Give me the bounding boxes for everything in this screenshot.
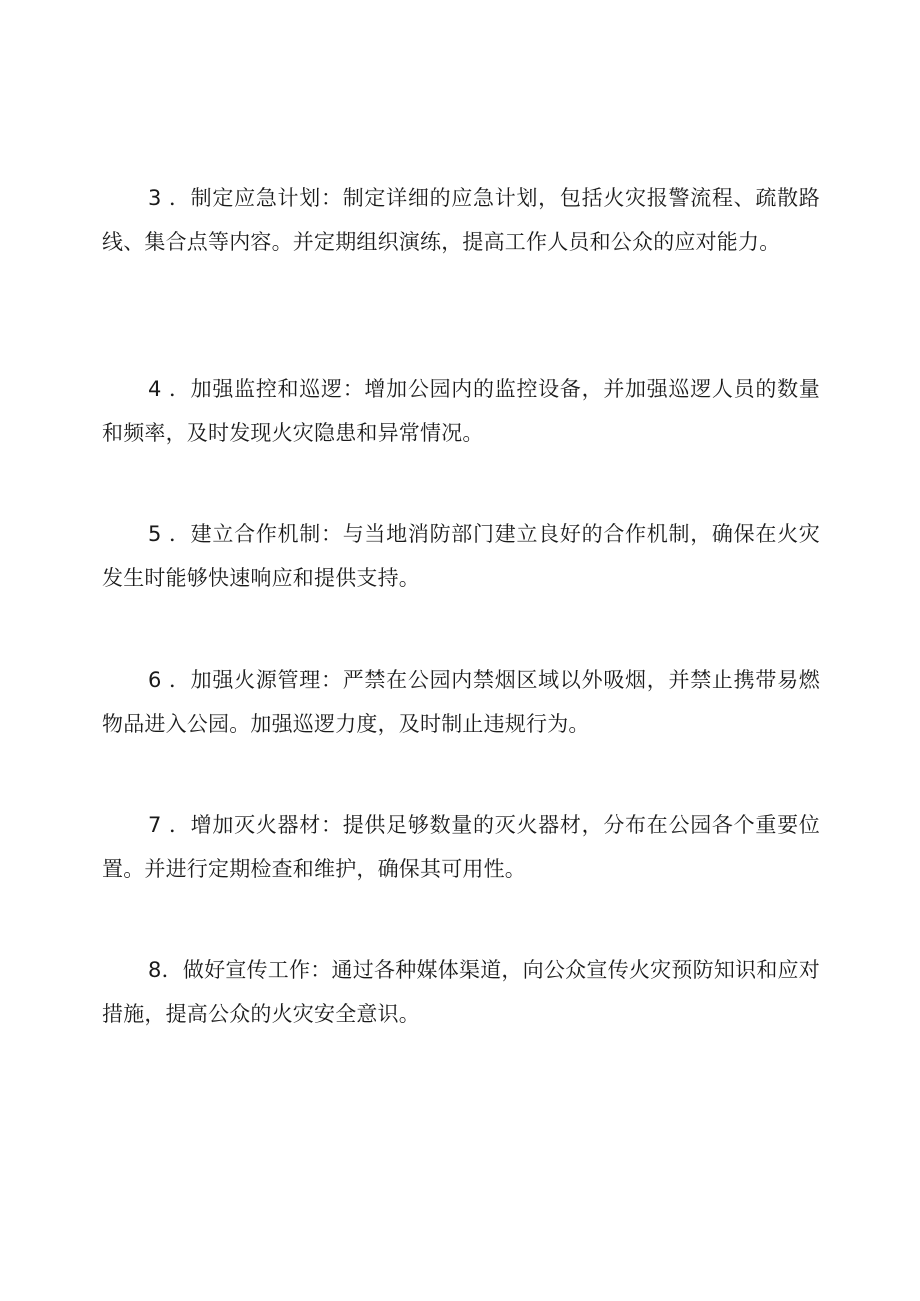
paragraph-item-5: 5 ．建立合作机制：与当地消防部门建立良好的合作机制，确保在火灾发生时能够快速响应和提供支持。	[102, 522, 820, 590]
paragraph-item-3: 3 ．制定应急计划：制定详细的应急计划，包括火灾报警流程、疏散路线、集合点等内容。并定期组织演练，提高工作人员和公众的应对能力。	[102, 186, 820, 254]
paragraph-item-7: 7 ．增加灭火器材：提供足够数量的灭火器材，分布在公园各个重要位置。并进行定期检查和维护，确保其可用性。	[102, 813, 820, 881]
paragraph-item-8: 8．做好宣传工作：通过各种媒体渠道，向公众宣传火灾预防知识和应对措施，提高公众的火灾安全意识。	[102, 958, 820, 1026]
paragraph-item-6: 6 ．加强火源管理：严禁在公园内禁烟区域以外吸烟，并禁止携带易燃物品进入公园。加强巡逻力度，及时制止违规行为。	[102, 668, 820, 736]
paragraph-item-4: 4 ．加强监控和巡逻：增加公园内的监控设备，并加强巡逻人员的数量和频率，及时发现火灾隐患和异常情况。	[102, 377, 820, 445]
